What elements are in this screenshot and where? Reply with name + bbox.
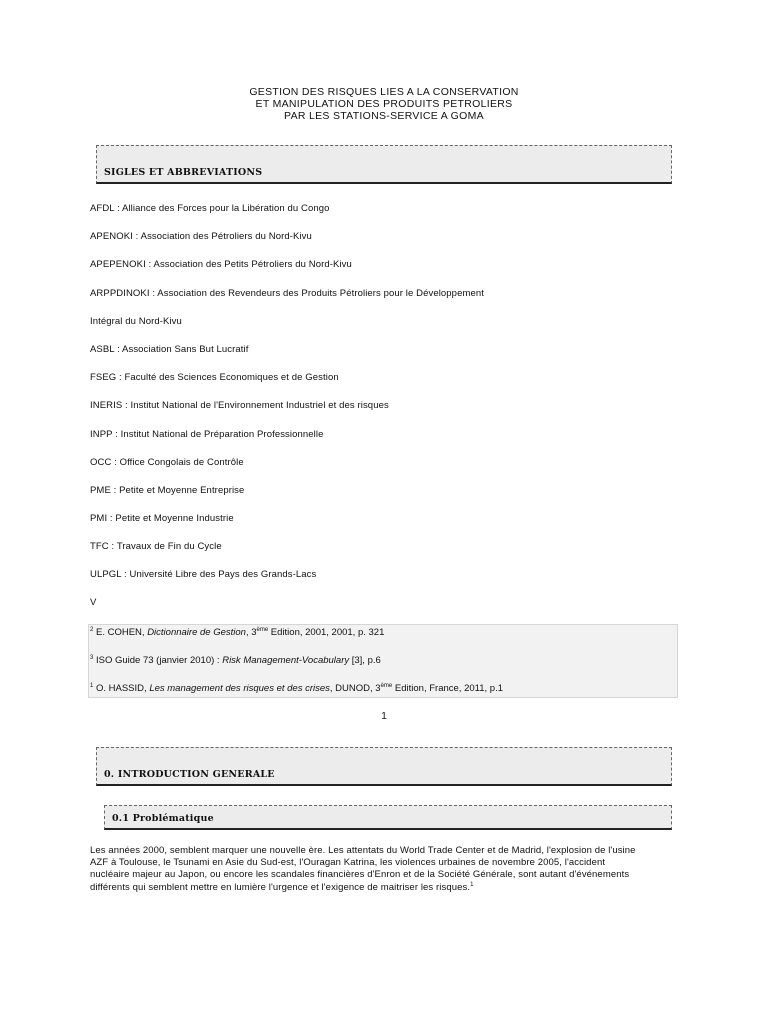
abbreviation-item: V: [90, 597, 97, 608]
footnote: $^3$ ISO Guide 73 (janvier 2010) : Risk Management-Vocabulary [3], p.6: [90, 654, 381, 666]
abbreviation-item: PMI : Petite et Moyenne Industrie: [90, 513, 234, 524]
abbreviation-item: APENOKI : Association des Pétroliers du Nord-Kivu: [90, 231, 312, 242]
abbreviation-item: AFDL : Alliance des Forces pour la Libération du Congo: [90, 203, 330, 214]
body-paragraph: [90, 845, 690, 894]
sigles-heading-box: [96, 145, 672, 184]
abbreviation-item: Intégral du Nord-Kivu: [90, 316, 182, 327]
title-line-1: GESTION DES RISQUES LIES A LA CONSERVATION: [249, 86, 519, 98]
footnote-ref: 1: [470, 881, 474, 888]
abbreviation-item: ASBL : Association Sans But Lucratif: [90, 344, 249, 355]
abbreviation-item: INERIS : Institut National de l'Environnement Industriel et des risques: [90, 400, 389, 411]
paragraph-line: AZF à Toulouse, le Tsunami en Asie du Sud-est, l'Ouragan Katrina, les violences urbaines de novembre 2005, l'accident: [90, 857, 606, 869]
paragraph-line: Les années 2000, semblent marquer une nouvelle ère. Les attentats du World Trade Center et de Madrid, l'explosion de l'usine: [90, 845, 636, 856]
abbreviation-item: INPP : Institut National de Préparation Professionnelle: [90, 429, 324, 440]
intro-heading-box: [96, 747, 672, 786]
paragraph-line: nucléaire majeur au Japon, ou encore les scandales financières d'Enron et de la Société Générale, sont autant d'événements: [90, 869, 630, 881]
document-title: [0, 86, 768, 122]
footnote: $^1$ O. HASSID, Les management des risques et des crises, DUNOD, 3ème Edition, France, 2011, p.1: [90, 682, 503, 694]
title-line-2: ET MANIPULATION DES PRODUITS PETROLIERS: [255, 98, 513, 110]
abbreviation-item: PME : Petite et Moyenne Entreprise: [90, 485, 245, 496]
abbreviation-item: ARPPDINOKI : Association des Revendeurs des Produits Pétroliers pour le Développement: [90, 288, 484, 299]
abbreviation-item: APEPENOKI : Association des Petits Pétroliers du Nord-Kivu: [90, 259, 352, 270]
paragraph-line-last: différents qui semblent mettre en lumière l'urgence et l'exigence de maitriser les risques.$^1$: [90, 881, 474, 893]
sigles-heading: SIGLES ET ABBREVIATIONS: [104, 167, 263, 178]
abbreviation-item: FSEG : Faculté des Sciences Economiques et de Gestion: [90, 372, 339, 383]
intro-heading: 0. INTRODUCTION GENERALE: [104, 769, 275, 780]
sub-heading: 0.1 Problématique: [112, 813, 214, 824]
page-number: 1: [381, 711, 387, 722]
abbreviation-item: TFC : Travaux de Fin du Cycle: [90, 541, 222, 552]
abbreviation-item: ULPGL : Université Libre des Pays des Grands-Lacs: [90, 569, 317, 580]
title-line-3: PAR LES STATIONS-SERVICE A GOMA: [284, 110, 484, 122]
footnote: $^2$ E. COHEN, Dictionnaire de Gestion, 3ème Edition, 2001, 2001, p. 321: [90, 626, 385, 638]
abbreviation-item: OCC : Office Congolais de Contrôle: [90, 457, 244, 468]
subheading-box: [104, 805, 672, 830]
